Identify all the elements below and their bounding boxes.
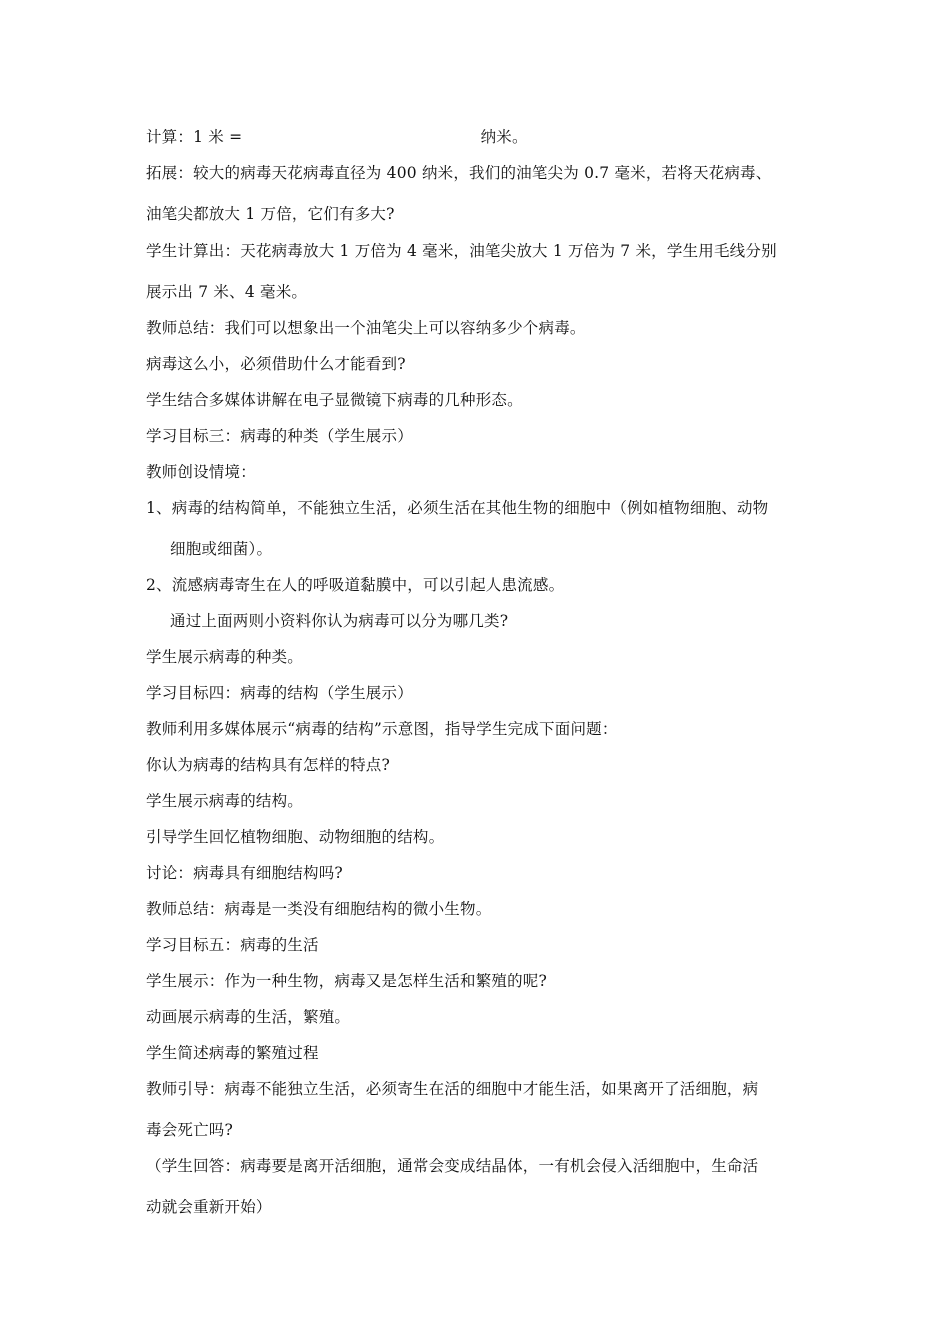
calc-line — [146, 127, 528, 147]
text-line: 学生展示病毒的结构。 — [146, 792, 304, 810]
text-line: 动画展示病毒的生活，繁殖。 — [146, 1008, 351, 1026]
text-line: 学生结合多媒体讲解在电子显微镜下病毒的几种形态。 — [146, 391, 523, 409]
text-line: 学生简述病毒的繁殖过程 — [146, 1044, 319, 1062]
section-heading: 学习目标四：病毒的结构（学生展示） — [146, 684, 413, 702]
text-line: 你认为病毒的结构具有怎样的特点? — [146, 756, 391, 774]
list-item: 2、流感病毒寄生在人的呼吸道黏膜中，可以引起人患流感。 — [146, 576, 565, 594]
text-line: 油笔尖都放大 1 万倍，它们有多大? — [146, 205, 395, 223]
text-line: 讨论：病毒具有细胞结构吗? — [146, 864, 343, 882]
text-line: 教师创设情境： — [146, 463, 256, 481]
text-line: 展示出 7 米、4 毫米。 — [146, 283, 308, 301]
section-heading: 学习目标三：病毒的种类（学生展示） — [146, 427, 413, 445]
text-line: （学生回答：病毒要是离开活细胞，通常会变成结晶体，一有机会侵入活细胞中，生命活 — [146, 1157, 759, 1175]
calc-prefix: 计算：1 米 = — [146, 128, 243, 146]
list-item: 1、病毒的结构简单，不能独立生活，必须生活在其他生物的细胞中（例如植物细胞、动物 — [146, 499, 769, 517]
section-heading: 学习目标五：病毒的生活 — [146, 936, 319, 954]
list-item-continuation: 细胞或细菌）。 — [170, 540, 273, 558]
text-line: 教师总结：我们可以想象出一个油笔尖上可以容纳多少个病毒。 — [146, 319, 586, 337]
text-line: 病毒这么小，必须借助什么才能看到? — [146, 355, 406, 373]
text-line: 动就会重新开始） — [146, 1198, 272, 1216]
text-line: 引导学生回忆植物细胞、动物细胞的结构。 — [146, 828, 445, 846]
text-line: 教师利用多媒体展示“病毒的结构”示意图，指导学生完成下面问题： — [146, 720, 618, 738]
calc-unit: 纳米。 — [480, 128, 528, 146]
text-line: 教师引导：病毒不能独立生活，必须寄生在活的细胞中才能生活，如果离开了活细胞，病 — [146, 1080, 759, 1098]
text-line: 教师总结：病毒是一类没有细胞结构的微小生物。 — [146, 900, 492, 918]
text-line: 学生展示病毒的种类。 — [146, 648, 304, 666]
text-line: 学生展示：作为一种生物，病毒又是怎样生活和繁殖的呢? — [146, 972, 548, 990]
text-line: 学生计算出：天花病毒放大 1 万倍为 4 毫米，油笔尖放大 1 万倍为 7 米，学生用毛线分别 — [146, 242, 777, 260]
text-line: 毒会死亡吗? — [146, 1121, 234, 1139]
text-line: 通过上面两则小资料你认为病毒可以分为哪几类? — [170, 612, 509, 630]
text-line: 拓展：较大的病毒天花病毒直径为 400 纳米，我们的油笔尖为 0.7 毫米，若将天花病毒、 — [146, 164, 772, 182]
